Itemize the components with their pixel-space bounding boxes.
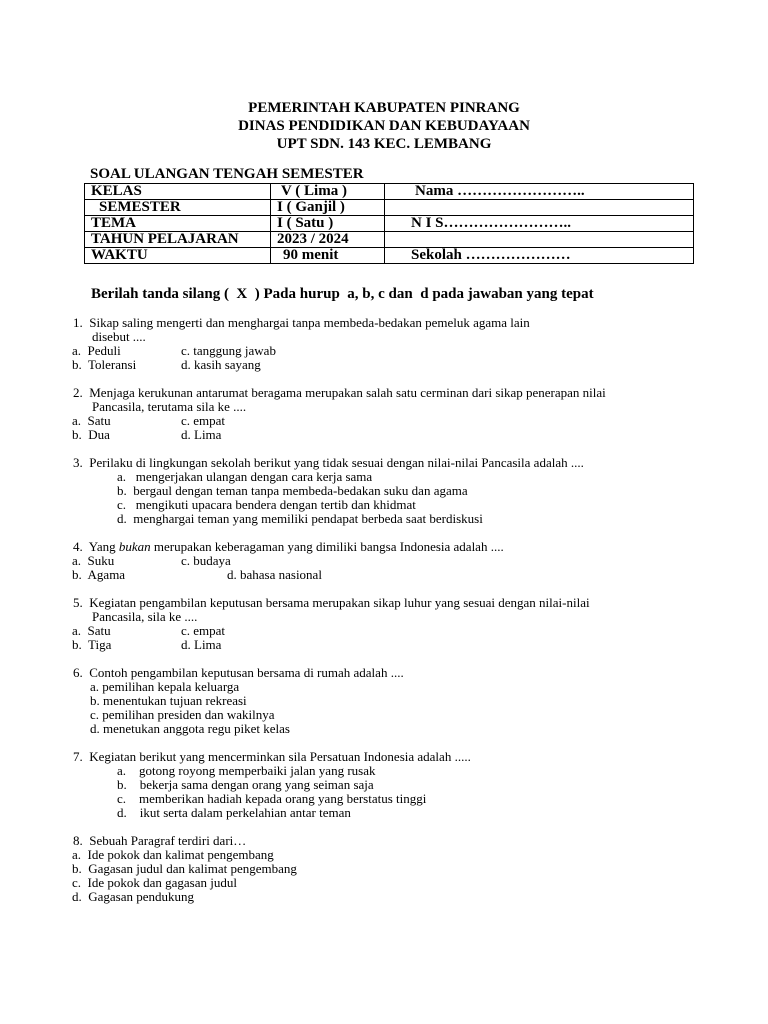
question-5-text-cont: Pancasila, sila ke .... — [92, 609, 198, 624]
q6-option-b: b. menentukan tujuan rekreasi — [90, 693, 247, 708]
waktu-label: WAKTU — [85, 248, 271, 264]
q2-option-c: c. empat — [181, 413, 226, 428]
q7-option-b: b. bekerja sama dengan orang yang seiman saja — [117, 777, 374, 792]
header-government: PEMERINTAH KABUPATEN PINRANG — [248, 100, 520, 116]
q5-option-a: a. Satu — [72, 623, 111, 638]
q7-option-d: d. ikut serta dalam perkelahian antar teman — [117, 805, 351, 820]
q6-option-c: c. pemilihan presiden dan wakilnya — [90, 707, 275, 722]
q1-option-a: a. Peduli — [72, 343, 121, 358]
sekolah-field: Sekolah ………………… — [385, 248, 694, 264]
kelas-value: V ( Lima ) — [271, 184, 385, 200]
info-row-semester — [85, 200, 694, 216]
q4-option-b: b. Agama — [72, 567, 126, 582]
question-7-text: 7. Kegiatan berikut yang mencerminkan sila Persatuan Indonesia adalah ..... — [73, 749, 471, 764]
waktu-value: 90 menit — [271, 248, 385, 264]
question-4-pre: 4. Yang — [73, 539, 119, 554]
tema-label: TEMA — [85, 216, 271, 232]
q2-option-d: d. Lima — [181, 427, 222, 442]
q8-option-c: c. Ide pokok dan gagasan judul — [72, 875, 237, 890]
q8-option-a: a. Ide pokok dan kalimat pengembang — [72, 847, 274, 862]
question-8-text: 8. Sebuah Paragraf terdiri dari… — [73, 833, 247, 848]
semester-value: I ( Ganjil ) — [271, 200, 385, 216]
q7-option-c: c. memberikan hadiah kepada orang yang berstatus tinggi — [117, 791, 427, 806]
question-4-emphasis: bukan — [118, 539, 151, 554]
q6-option-a: a. pemilihan kepala keluarga — [90, 679, 240, 694]
tahun-value: 2023 / 2024 — [271, 232, 385, 248]
q2-option-b: b. Dua — [72, 427, 110, 442]
question-3-text: 3. Perilaku di lingkungan sekolah berikut yang tidak sesuai dengan nilai-nilai Pancasila adalah .... — [73, 455, 584, 470]
q2-option-a: a. Satu — [72, 413, 111, 428]
question-5-text: 5. Kegiatan pengambilan keputusan bersama merupakan sikap luhur yang sesuai dengan nilai-nilai — [73, 595, 590, 610]
q5-option-d: d. Lima — [181, 637, 222, 652]
info-row-kelas — [85, 184, 694, 200]
q4-option-d: d. bahasa nasional — [227, 567, 322, 582]
q1-option-b: b. Toleransi — [72, 357, 137, 372]
info-row-tema — [85, 216, 694, 232]
q3-option-d: d. menghargai teman yang memiliki pendapat berbeda saat berdiskusi — [117, 511, 483, 526]
q3-option-b: b. bergaul dengan teman tanpa membeda-bedakan suku dan agama — [117, 483, 468, 498]
q5-option-c: c. empat — [181, 623, 226, 638]
q8-option-d: d. Gagasan pendukung — [72, 889, 195, 904]
q1-option-d: d. kasih sayang — [181, 357, 261, 372]
kelas-label: KELAS — [85, 184, 271, 200]
question-6-text: 6. Contoh pengambilan keputusan bersama di rumah adalah .... — [73, 665, 404, 680]
question-2-text: 2. Menjaga kerukunan antarumat beragama merupakan salah satu cerminan dari sikap penerapan nilai — [73, 385, 606, 400]
empty-cell — [385, 200, 694, 216]
info-row-waktu — [85, 248, 694, 264]
tema-value: I ( Satu ) — [271, 216, 385, 232]
q6-option-d: d. menetukan anggota regu piket kelas — [90, 721, 290, 736]
question-1-text: 1. Sikap saling mengerti dan menghargai tanpa membeda-bedakan pemeluk agama lain — [73, 315, 530, 330]
exam-title: SOAL ULANGAN TENGAH SEMESTER — [90, 166, 364, 182]
student-info-table — [84, 183, 694, 264]
nama-field: Nama …………………….. — [385, 184, 694, 200]
q7-option-a: a. gotong royong memperbaiki jalan yang rusak — [117, 763, 376, 778]
document-header — [0, 99, 768, 153]
question-1-text-cont: disebut .... — [92, 329, 146, 344]
semester-label: SEMESTER — [85, 200, 271, 216]
info-row-tahun — [85, 232, 694, 248]
q8-option-b: b. Gagasan judul dan kalimat pengembang — [72, 861, 297, 876]
tahun-label: TAHUN PELAJARAN — [85, 232, 271, 248]
empty-cell — [385, 232, 694, 248]
instruction-text: Berilah tanda silang ( X ) Pada hurup a, b, c dan d pada jawaban yang tepat — [91, 286, 594, 302]
q4-option-a: a. Suku — [72, 553, 115, 568]
question-4-post: merupakan keberagaman yang dimiliki bangsa Indonesia adalah .... — [150, 539, 504, 554]
q4-option-c: c. budaya — [181, 553, 231, 568]
question-4-text — [73, 540, 504, 554]
header-department: DINAS PENDIDIKAN DAN KEBUDAYAAN — [238, 118, 530, 134]
nis-field: N I S…………………….. — [385, 216, 694, 232]
question-2-text-cont: Pancasila, terutama sila ke .... — [92, 399, 247, 414]
q3-option-c: c. mengikuti upacara bendera dengan tertib dan khidmat — [117, 497, 416, 512]
q5-option-b: b. Tiga — [72, 637, 112, 652]
q3-option-a: a. mengerjakan ulangan dengan cara kerja sama — [117, 469, 373, 484]
q1-option-c: c. tanggung jawab — [181, 343, 276, 358]
header-school: UPT SDN. 143 KEC. LEMBANG — [276, 136, 492, 152]
